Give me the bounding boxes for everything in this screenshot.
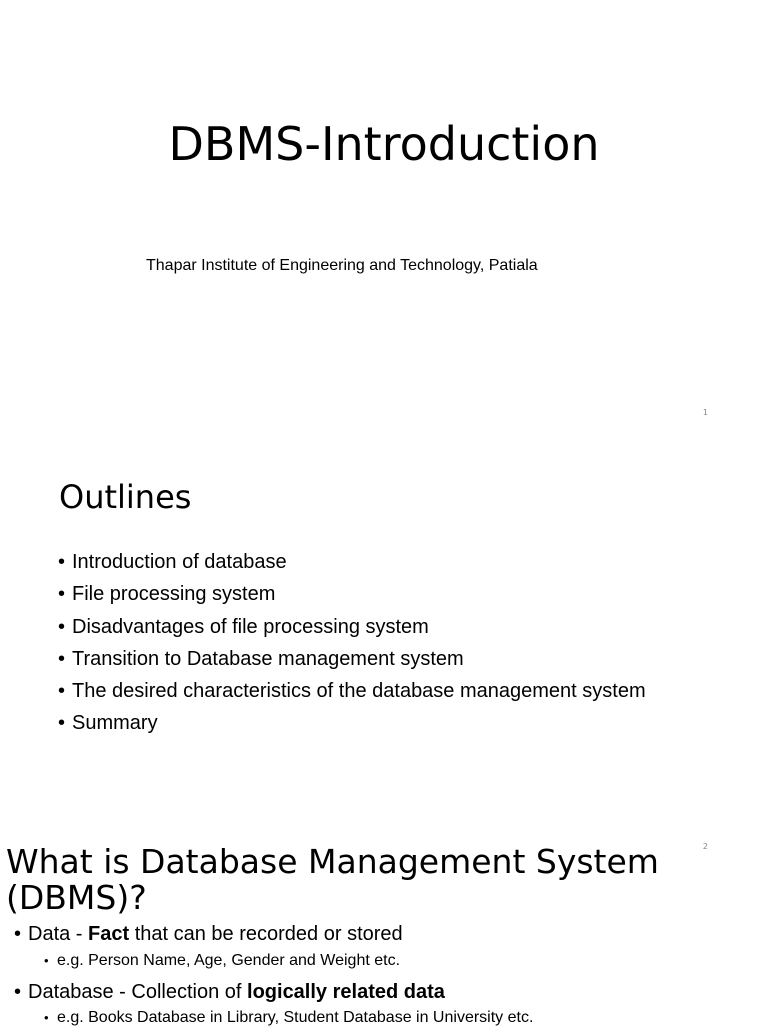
bullet-bold-text: Fact	[88, 923, 130, 945]
slide-title: DBMS-Introduction	[168, 117, 600, 171]
sub-bullet-example: • e.g. Books Database in Library, Student Database in University etc.	[44, 1008, 533, 1028]
bullet-text: Database - Collection of	[28, 981, 248, 1003]
outline-item: • File processing system	[58, 581, 646, 613]
outline-list	[58, 549, 646, 743]
slide-2	[0, 433, 768, 866]
outline-item: • Transition to Database management system	[58, 646, 646, 678]
bullet-text: that can be recorded or stored	[129, 923, 403, 945]
sub-bullet-example: • e.g. Person Name, Age, Gender and Weight etc.	[44, 951, 400, 971]
outline-item: • Summary	[58, 710, 646, 742]
outline-item: • Introduction of database	[58, 549, 646, 581]
outline-item: • The desired characteristics of the database management system	[58, 678, 646, 710]
page-number: 1	[702, 408, 708, 417]
bullet-data	[14, 922, 403, 946]
page-number: 2	[702, 842, 708, 851]
slide-3	[0, 842, 768, 1026]
bullet-text: Data -	[28, 923, 89, 945]
bullet-bold-text: logically related data	[247, 981, 445, 1003]
slide-1	[0, 0, 768, 433]
slide-subtitle: Thapar Institute of Engineering and Technology, Patiala	[146, 257, 538, 274]
bullet-database	[14, 980, 445, 1004]
slide-title: What is Database Management System (DBMS)?	[6, 842, 659, 917]
slide-title: Outlines	[59, 478, 192, 516]
outline-item: • Disadvantages of file processing system	[58, 614, 646, 646]
